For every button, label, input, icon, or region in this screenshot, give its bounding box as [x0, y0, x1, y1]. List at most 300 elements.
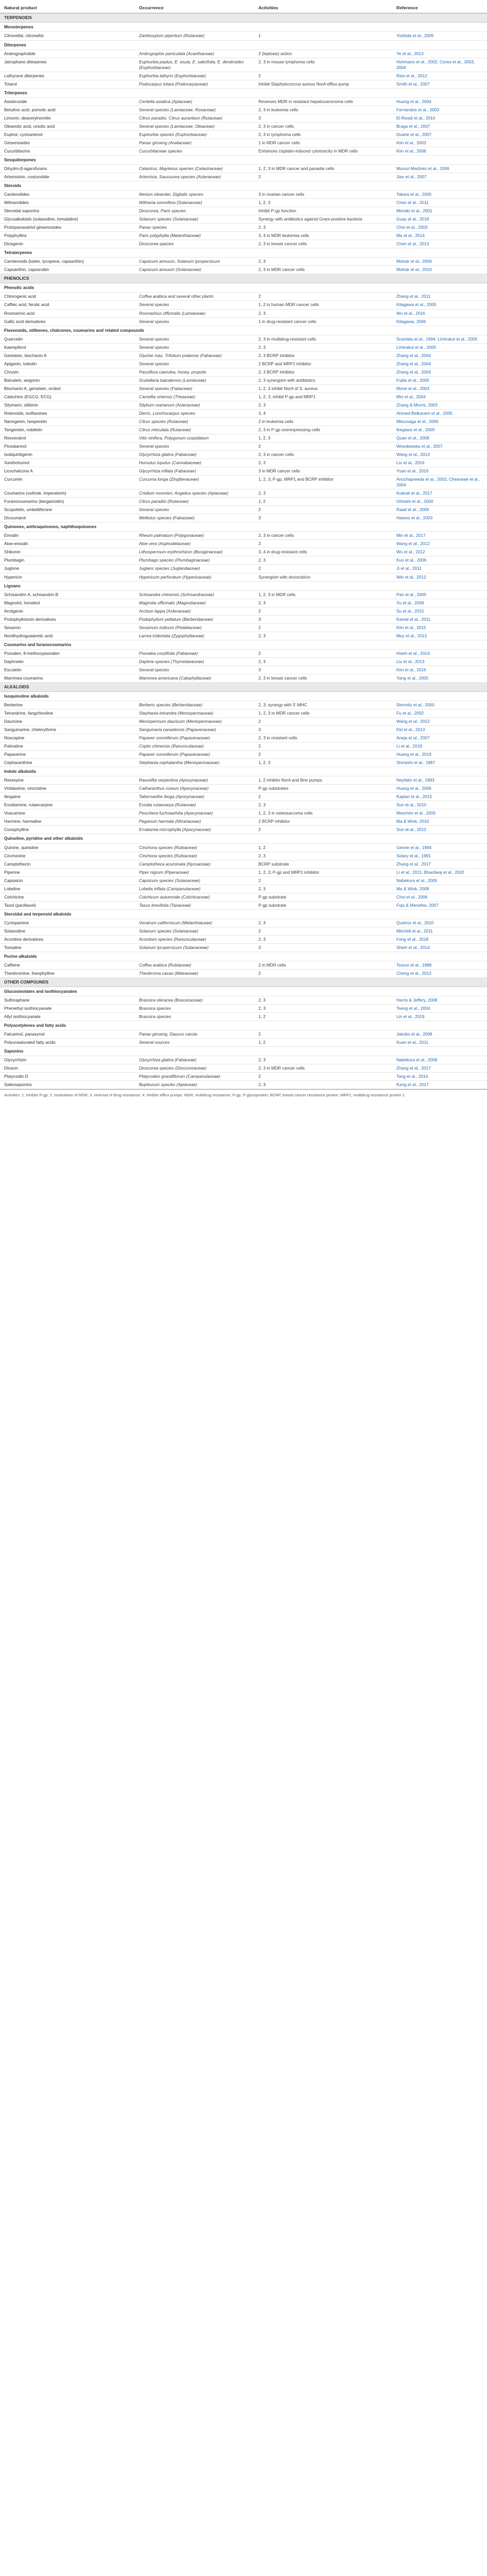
subgroup-title: Glucosinolates and isothiocyanates [0, 987, 487, 996]
cell-activities: 2, 3 in resistant cells [254, 734, 392, 742]
cell-natural-product: Oleanolic acid, ursolic acid [0, 122, 135, 130]
cell-occurrence: Stephania tetrandra (Menispermaceae) [135, 709, 254, 718]
cell-occurrence: Rosmarinus officinalis (Lamiaceae) [135, 309, 254, 317]
cell-reference[interactable]: Yuan et al., 2019 [392, 467, 487, 476]
cell-occurrence: Several species (Fabaceae) [135, 384, 254, 393]
cell-natural-product: Kaempferol [0, 343, 135, 351]
table-row [0, 860, 487, 868]
table-row [0, 506, 487, 514]
cell-occurrence: Lithospermum erythrorhizon (Boraginaceae) [135, 548, 254, 556]
cell-occurrence: Larrea tridentata (Zygophyllaceae) [135, 632, 254, 640]
cell-activities: Synergy with antibiotics against Gram-positive bacteria [254, 215, 392, 224]
cell-activities: 2, 3 in cancer cells [254, 532, 392, 540]
cell-reference[interactable]: Ma & Wink, 2008 [392, 885, 487, 893]
cell-reference[interactable]: Morel et al., 2003 [392, 384, 487, 393]
cell-activities: 1, 2, 3 in MDR cells [254, 590, 392, 599]
cell-reference[interactable]: Kim et al., 2016 [392, 666, 487, 674]
cell-reference[interactable]: Li et al., 2011; Bhardwaj et al., 2002 [392, 868, 487, 876]
table-row [0, 224, 487, 232]
cell-activities: 1, 2, 3; inhibit P-gp and MRP1 [254, 393, 392, 401]
cell-occurrence: Menispermum dauricum (Menispermaceae) [135, 718, 254, 726]
table-row [0, 1013, 487, 1021]
subgroup-title: Indole alkaloids [0, 767, 487, 776]
cell-occurrence: Curcuma longa (Zingiberaceae) [135, 476, 254, 489]
table-row [0, 801, 487, 809]
table-row [0, 139, 487, 147]
table-row [0, 514, 487, 522]
table-row [0, 726, 487, 734]
cell-reference[interactable]: Su et al., 2015 [392, 607, 487, 615]
table-row [0, 459, 487, 467]
cell-reference[interactable]: Genne et al., 1994 [392, 843, 487, 852]
cell-natural-product: Harmine, harmaline [0, 818, 135, 826]
cell-occurrence: Celastrus, Maytenus species (Celastraceae) [135, 164, 254, 173]
cell-natural-product: Tangeretin, nobiletin [0, 426, 135, 434]
cell-activities: 1, 2 [254, 843, 392, 852]
cell-activities: P-gp substrate [254, 901, 392, 909]
cell-reference[interactable]: Kuo et al., 2006 [392, 556, 487, 565]
cell-activities: 3 [254, 514, 392, 522]
cell-reference[interactable]: Huang et al., 2006 [392, 785, 487, 793]
cell-reference[interactable]: Ma et al., 2014 [392, 232, 487, 240]
cell-reference[interactable]: Ahmed-Belkacem et al., 2005 [392, 409, 487, 417]
cell-reference[interactable]: Zhang et al., 2017 [392, 1064, 487, 1073]
cell-reference[interactable]: Zhang et al., 2011 [392, 293, 487, 301]
cell-reference[interactable]: Wang et al., 2012 [392, 540, 487, 548]
cell-reference[interactable]: Mitsunaga et al., 2000 [392, 417, 487, 426]
table-row [0, 556, 487, 565]
cell-natural-product: Citronellal, citronellol [0, 32, 135, 40]
cell-reference[interactable]: Fujita et al., 2005 [392, 376, 487, 384]
subgroup-title: Polyacetylenes and fatty acids [0, 1021, 487, 1030]
cell-reference[interactable]: Wang et al., 2012 [392, 718, 487, 726]
cell-activities: 2, 3 in leukemia cells [254, 106, 392, 114]
cell-natural-product: Polyphyllins [0, 232, 135, 240]
table-row [0, 1073, 487, 1081]
cell-natural-product: Aconitine derivatives [0, 935, 135, 943]
cell-reference[interactable]: Choi et al., 2003 [392, 224, 487, 232]
cell-occurrence: Piper nigrum (Piperaceae) [135, 868, 254, 876]
header-occurrence: Occurrence [135, 3, 254, 13]
cell-reference[interactable]: Mimaki et al., 2001 [392, 207, 487, 215]
cell-natural-product: Berberine [0, 701, 135, 709]
cell-reference[interactable]: Nabekura et al., 2008 [392, 1056, 487, 1064]
cell-natural-product: Steroidal saponins [0, 207, 135, 215]
cell-occurrence: Berberis species (Berberidaceae) [135, 701, 254, 709]
cell-occurrence: Several species (Lamiaceae, Rosaceae) [135, 106, 254, 114]
cell-occurrence: Camptotheca acuminata (Nyssaceae) [135, 860, 254, 868]
cell-activities: 2, 3 in breast cancer cells [254, 240, 392, 248]
cell-activities: 2 [254, 1030, 392, 1039]
cell-natural-product: Palmatine [0, 742, 135, 751]
cell-occurrence: Juglans species (Juglandaceae) [135, 565, 254, 573]
cell-reference[interactable]: Tang et al., 2014 [392, 1073, 487, 1081]
cell-activities: 2, 3 [254, 224, 392, 232]
cell-reference[interactable]: Fernandes et al., 2003 [392, 106, 487, 114]
table-row [0, 409, 487, 417]
cell-reference[interactable]: Limtrakul et al., 2005 [392, 343, 487, 351]
table-row [0, 258, 487, 266]
cell-reference[interactable]: Wu et al., 2012 [392, 548, 487, 556]
cell-natural-product: Platycodin D [0, 1073, 135, 1081]
cell-occurrence: Tabernanthe iboga (Apocynaceae) [135, 793, 254, 801]
cell-reference[interactable]: Ikegawa et al., 2000 [392, 426, 487, 434]
cell-occurrence: Coffea arabica and several other plants [135, 293, 254, 301]
cell-activities: 2, 3 in cancer cells [254, 451, 392, 459]
cell-reference[interactable]: Zhang & Morris, 2003 [392, 401, 487, 409]
cell-activities: 2, 3 BCRP inhibitor [254, 368, 392, 376]
cell-reference[interactable]: Raad et al., 2006 [392, 506, 487, 514]
cell-activities: 2 BCRP and MRP1 inhibitor [254, 360, 392, 368]
table-row [0, 540, 487, 548]
cell-reference[interactable]: Jakobs et al., 2008 [392, 1030, 487, 1039]
cell-reference[interactable]: Liu et al., 2013 [392, 657, 487, 666]
cell-reference[interactable]: Ma & Wink, 2010 [392, 818, 487, 826]
cell-activities: 1, 2, 3 [254, 434, 392, 442]
cell-activities: 2 [254, 793, 392, 801]
cell-natural-product: Glycoalkaloids (solasodine, tomatidine) [0, 215, 135, 224]
cell-natural-product: Curcumin [0, 476, 135, 489]
cell-reference[interactable]: Sun et al., 2010 [392, 801, 487, 809]
table-row [0, 384, 487, 393]
table-row [0, 97, 487, 106]
cell-activities: 1, 2, 3 in MDR cancer cells [254, 709, 392, 718]
cell-natural-product: Podophyllotoxin derivatives [0, 615, 135, 623]
cell-reference[interactable]: Lin et al., 2019 [392, 1013, 487, 1021]
subgroup-title: Coumarins and furanocoumarins [0, 640, 487, 649]
table-row [0, 868, 487, 876]
cell-reference[interactable]: Zhang et al., 2017 [392, 860, 487, 868]
cell-natural-product: Vinblastine, vincristine [0, 785, 135, 793]
subgroup-header-row [0, 909, 487, 919]
cell-natural-product: Emodin [0, 532, 135, 540]
cell-natural-product: Schisandrin A, schisandrin B [0, 590, 135, 599]
cell-occurrence: Podophyllum peltatum (Berberidaceae) [135, 615, 254, 623]
cell-occurrence: Silybum marianum (Asteraceae) [135, 401, 254, 409]
table-row [0, 623, 487, 632]
cell-reference[interactable]: El-Readi et al., 2010 [392, 114, 487, 122]
cell-reference[interactable]: Meschini et al., 2005 [392, 809, 487, 818]
cell-natural-product: Totarol [0, 80, 135, 88]
cell-reference[interactable]: Mei et al., 2004 [392, 393, 487, 401]
cell-natural-product: Biochanin A, genistein, orobol [0, 384, 135, 393]
cell-natural-product: Cepharanthine [0, 759, 135, 767]
cell-reference[interactable]: Neyfakh et al., 1993 [392, 776, 487, 785]
table-row [0, 919, 487, 927]
table-row [0, 742, 487, 751]
cell-activities: 2, 3; synergy with 5'-MHC [254, 701, 392, 709]
table-row [0, 301, 487, 309]
cell-natural-product: Magnolol, honokiol [0, 599, 135, 607]
cell-natural-product: Jatrophane diterpenes [0, 58, 135, 72]
table-row [0, 489, 487, 498]
cell-activities: 1, 2, 3 [254, 199, 392, 207]
header-natural-product: Natural product [0, 3, 135, 13]
cell-reference[interactable]: Chen et al., 2013 [392, 240, 487, 248]
cell-reference[interactable]: Sun et al., 2012 [392, 826, 487, 834]
table-row [0, 734, 487, 742]
cell-activities: 2, 3 [254, 632, 392, 640]
cell-natural-product: Cucurbitacins [0, 147, 135, 155]
cell-natural-product: Piceatannol [0, 443, 135, 451]
cell-natural-product: Quercetin [0, 335, 135, 343]
cell-reference[interactable]: Tseng et al., 2004 [392, 1005, 487, 1013]
document-page [0, 0, 487, 1106]
cell-natural-product: Evodiamine, rutaecarpine [0, 801, 135, 809]
cell-natural-product: Coumarins (osthole, imperatorin) [0, 489, 135, 498]
table-row [0, 240, 487, 248]
cell-activities: Inhibit Staphylococcus aureus NorA efflux pump [254, 80, 392, 88]
header-activities: Activities [254, 3, 392, 13]
subgroup-header-row [0, 581, 487, 590]
cell-reference[interactable]: Kubrak et al., 2017 [392, 489, 487, 498]
subgroup-header-row [0, 40, 487, 49]
cell-reference[interactable]: Shieh et al., 2014 [392, 943, 487, 952]
cell-activities: 2, 3 [254, 1005, 392, 1013]
cell-reference[interactable]: Kitagawa, 2006 [392, 317, 487, 326]
cell-reference[interactable]: Feng et al., 2018 [392, 935, 487, 943]
cell-reference[interactable]: Munoz-Martinez et al., 2006 [392, 164, 487, 173]
table-footnote: Activities: 1. inhibits P-gp; 2. modulation of MDR; 3. reversal of drug resistance; 4. inhibits efflux pumps. MDR, multidrug resistance; P-gp, P-glycoprotein; BCRP, breast cancer resistance protein; MRP1, multidrug resistance protein 1. [0, 1089, 487, 1098]
subgroup-header-row [0, 88, 487, 97]
table-row [0, 1081, 487, 1089]
cell-reference[interactable]: Hatano et al., 2003 [392, 514, 487, 522]
cell-natural-product: Artemisinin, costunolide [0, 173, 135, 181]
cell-reference[interactable]: Kang et al., 2017 [392, 1081, 487, 1089]
subgroup-header-row [0, 283, 487, 293]
cell-natural-product: Lobeline [0, 885, 135, 893]
cell-reference[interactable]: Kim et al., 2008 [392, 147, 487, 155]
cell-natural-product: Baicalein, wogonin [0, 376, 135, 384]
cell-natural-product: Allyl isothiocyanate [0, 1013, 135, 1021]
cell-reference[interactable]: Kim et al., 2003 [392, 139, 487, 147]
cell-occurrence: Plumbago species (Plumbaginaceae) [135, 556, 254, 565]
cell-reference[interactable]: Molnár et al., 2010 [392, 266, 487, 274]
table-row [0, 1005, 487, 1013]
cell-natural-product: Carotenoids (lutein, lycopene, capsanthin) [0, 258, 135, 266]
cell-activities: 2 (leptosis) action [254, 49, 392, 58]
table-row [0, 368, 487, 376]
subgroup-title: Quinones, anthraquinones, naphthoquinones [0, 522, 487, 532]
table-row [0, 759, 487, 767]
cell-occurrence: Capsicum species (Solanaceae) [135, 876, 254, 885]
subgroup-title: Sesquiterpenes [0, 155, 487, 164]
table-row [0, 927, 487, 935]
cell-reference[interactable]: Harris & Jeffery, 2008 [392, 996, 487, 1005]
cell-reference[interactable]: Zhang et al., 2004 [392, 351, 487, 360]
table-row [0, 72, 487, 80]
cell-reference[interactable]: Huang et al., 2019 [392, 751, 487, 759]
cell-reference[interactable]: Chen et al., 2011 [392, 199, 487, 207]
table-row [0, 901, 487, 909]
table-row [0, 776, 487, 785]
cell-natural-product: Psoralen, 8-methoxypsoralen [0, 649, 135, 657]
cell-reference[interactable]: Wesołowska et al., 2007 [392, 443, 487, 451]
cell-reference[interactable]: Braga et al., 2007 [392, 122, 487, 130]
cell-activities: 2 [254, 506, 392, 514]
cell-reference[interactable]: Liu et al., 2016 [392, 459, 487, 467]
table-row [0, 893, 487, 901]
cell-reference[interactable]: Zhang et al., 2004 [392, 368, 487, 376]
table-row [0, 969, 487, 977]
cell-natural-product: Sulforaphane [0, 996, 135, 1005]
cell-activities: 2 [254, 173, 392, 181]
cell-reference[interactable]: Wu et al., 2016 [392, 309, 487, 317]
cell-activities: 1, 2, 3 in MDR cancer and parasite cells [254, 164, 392, 173]
cell-activities: 2 [254, 540, 392, 548]
cell-natural-product: Capsaicin [0, 876, 135, 885]
table-body [0, 13, 487, 1089]
cell-activities: 2, 3 in cancer cells [254, 122, 392, 130]
cell-occurrence: Psoralea corylifolia (Fabaceae) [135, 649, 254, 657]
cell-reference[interactable]: Solary et al., 1991 [392, 852, 487, 860]
cell-natural-product: Silymarin, silibinin [0, 401, 135, 409]
cell-reference[interactable]: Zhang et al., 2004 [392, 360, 487, 368]
cell-occurrence: Brassica species [135, 1013, 254, 1021]
cell-activities: 2 [254, 969, 392, 977]
cell-reference[interactable]: Nabekura et al., 2005 [392, 876, 487, 885]
cell-activities: 2 [254, 876, 392, 885]
table-row [0, 215, 487, 224]
header-reference: Reference [392, 3, 487, 13]
cell-occurrence: Bupleurum species (Apiaceae) [135, 1081, 254, 1089]
cell-reference[interactable]: Ji et al., 2011 [392, 565, 487, 573]
table-row [0, 943, 487, 952]
cell-activities: 2, 3 [254, 401, 392, 409]
cell-reference[interactable]: Jiao et al., 2007 [392, 173, 487, 181]
cell-reference[interactable]: Anuchapreeda et al., 2002; Chearwae et al., 2004 [392, 476, 487, 489]
table-row [0, 147, 487, 155]
cell-reference[interactable]: Huang et al., 2004 [392, 97, 487, 106]
cell-reference[interactable]: Smith et al., 2007 [392, 80, 487, 88]
cell-reference[interactable]: Kuan et al., 2011 [392, 1039, 487, 1047]
table-row [0, 632, 487, 640]
cell-reference[interactable]: Fu et al., 2002 [392, 709, 487, 718]
cell-activities: 2, 3 in mouse lymphoma cells [254, 58, 392, 72]
cell-activities: 1, 2, 3 in osteosarcoma cells [254, 809, 392, 818]
cell-activities: 2 [254, 607, 392, 615]
cell-reference[interactable]: Tsuruo et al., 1988 [392, 961, 487, 969]
cell-activities: 2, 3 [254, 489, 392, 498]
table-row [0, 961, 487, 969]
cell-reference[interactable]: Choi et al., 2006 [392, 893, 487, 901]
cell-occurrence: Arctium lappa (Asteraceae) [135, 607, 254, 615]
cell-natural-product: Cinchonine [0, 852, 135, 860]
cell-reference[interactable]: Moy et al., 2013 [392, 632, 487, 640]
cell-occurrence: Andrographis paniculata (Acanthaceae) [135, 49, 254, 58]
cell-reference[interactable]: Guay et al., 2018 [392, 215, 487, 224]
cell-reference[interactable]: Ohnishi et al., 2000 [392, 498, 487, 506]
cell-reference[interactable]: Queiroz et al., 2010 [392, 919, 487, 927]
cell-occurrence: Schisandra chinensis (Schisandraceae) [135, 590, 254, 599]
cell-reference[interactable]: Pan et al., 2005 [392, 590, 487, 599]
cell-reference[interactable]: Cheng et al., 2012 [392, 969, 487, 977]
cell-occurrence: Camellia sinensis (Theaceae) [135, 393, 254, 401]
cell-occurrence: Several species [135, 343, 254, 351]
cell-reference[interactable]: Molnár et al., 2006 [392, 258, 487, 266]
table-row [0, 393, 487, 401]
cell-occurrence: Derris, Lonchocarpus species [135, 409, 254, 417]
cell-natural-product: Mammea coumarins [0, 674, 135, 682]
cell-reference[interactable]: Li et al., 2018 [392, 742, 487, 751]
cell-activities: 2, 3 [254, 599, 392, 607]
cell-occurrence: Rauvolfia serpentina (Apocynaceae) [135, 776, 254, 785]
cell-occurrence: Citrus paradisi, Citrus aurantium (Rutaceae) [135, 114, 254, 122]
cell-reference[interactable]: Ye et al., 2013 [392, 49, 487, 58]
cell-occurrence: Cucurbitaceae species [135, 147, 254, 155]
cell-reference[interactable]: Fojo & Menefee, 2007 [392, 901, 487, 909]
cell-activities: Synergism with doxorubicin [254, 573, 392, 581]
table-row [0, 401, 487, 409]
cell-reference[interactable]: Wang et al., 2013 [392, 451, 487, 459]
subgroup-title: Steroids [0, 181, 487, 191]
cell-reference[interactable]: Quan et al., 2008 [392, 434, 487, 442]
cell-reference[interactable]: Stermitz et al., 2000 [392, 701, 487, 709]
cell-reference[interactable]: Yoshida et al., 2005 [392, 32, 487, 40]
cell-reference[interactable]: Xu et al., 2006 [392, 599, 487, 607]
cell-reference[interactable]: Hohmann et al., 2002; Corea et al., 2003, 2004 [392, 58, 487, 72]
cell-occurrence: Magnolia officinalis (Magnoliaceae) [135, 599, 254, 607]
cell-reference[interactable]: Yang et al., 2005 [392, 674, 487, 682]
cell-natural-product: Isoliquiritigenin [0, 451, 135, 459]
cell-natural-product: Sesamin [0, 623, 135, 632]
cell-activities: 2 [254, 293, 392, 301]
cell-reference[interactable]: Aneja et al., 2007 [392, 734, 487, 742]
cell-occurrence: Dioscorea, Paris species [135, 207, 254, 215]
cell-occurrence: Zanthoxylum piperitum (Rutaceae) [135, 32, 254, 40]
cell-activities: 2, 3 synergism with antibiotics [254, 376, 392, 384]
cell-reference[interactable]: Kamal et al., 2011 [392, 615, 487, 623]
cell-reference[interactable]: Reis et al., 2012 [392, 72, 487, 80]
cell-reference[interactable]: Wei et al., 2012 [392, 573, 487, 581]
cell-reference[interactable]: Mitchell et al., 2011 [392, 927, 487, 935]
cell-occurrence: Brassica species [135, 1005, 254, 1013]
cell-occurrence: Cnidium monnieri, Angelica species (Apiaceae) [135, 489, 254, 498]
cell-activities: 2, 3 [254, 309, 392, 317]
cell-natural-product: Shikonin [0, 548, 135, 556]
cell-reference[interactable]: Scambia et al., 1994; Limtrakul et al., 2005 [392, 335, 487, 343]
cell-reference[interactable]: Kim et al., 2015 [392, 623, 487, 632]
cell-occurrence: Peganum harmala (Nitrariaceae) [135, 818, 254, 826]
cell-natural-product: Arctigenin [0, 607, 135, 615]
table-row [0, 266, 487, 274]
cell-reference[interactable]: Kaplan et al., 2015 [392, 793, 487, 801]
cell-occurrence: Papaver somniferum (Papaveraceae) [135, 734, 254, 742]
cell-natural-product: Colchicine [0, 893, 135, 901]
cell-reference[interactable]: Eid et al., 2013 [392, 726, 487, 734]
cell-reference[interactable]: Shiraishi et al., 1987 [392, 759, 487, 767]
cell-natural-product: Gallic acid derivatives [0, 317, 135, 326]
cell-natural-product: Piperine [0, 868, 135, 876]
cell-natural-product: Diosgenin [0, 240, 135, 248]
cell-reference[interactable]: Takara et al., 2005 [392, 191, 487, 199]
cell-activities: 2, 3 [254, 556, 392, 565]
cell-reference[interactable]: Hsieh et al., 2014 [392, 649, 487, 657]
cell-activities: 2, 3 [254, 1081, 392, 1089]
cell-natural-product: Furanocoumarins (bergamottin) [0, 498, 135, 506]
table-row [0, 417, 487, 426]
cell-occurrence: Several species [135, 317, 254, 326]
subgroup-title: Quinoline, pyridine and other alkaloids [0, 834, 487, 843]
cell-reference[interactable]: Duarte et al., 2007 [392, 130, 487, 139]
cell-reference[interactable]: Min et al., 2017 [392, 532, 487, 540]
cell-reference[interactable]: Kitagawa et al., 2005 [392, 301, 487, 309]
table-row [0, 607, 487, 615]
table-row [0, 106, 487, 114]
cell-activities: 2, 3 [254, 657, 392, 666]
cell-occurrence: Withania somnifera (Solanaceae) [135, 199, 254, 207]
cell-occurrence: Scutellaria baicalensis (Lamiaceae) [135, 376, 254, 384]
